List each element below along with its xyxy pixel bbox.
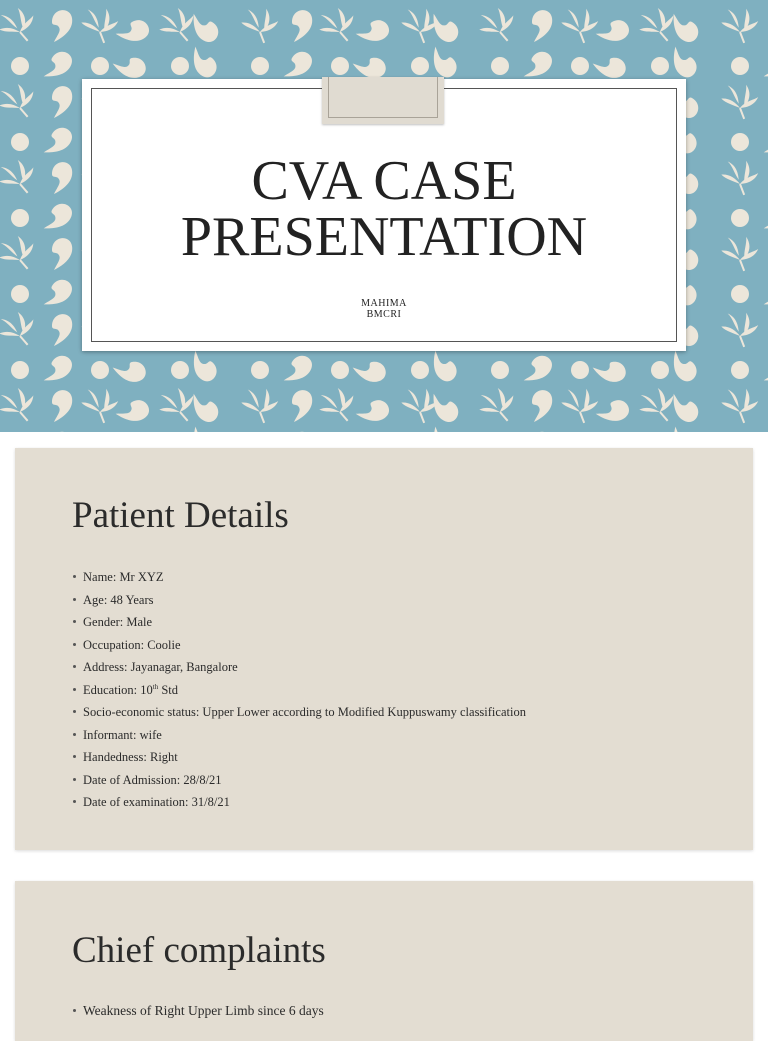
list-item-text: Education: 10	[83, 682, 153, 697]
list-item: Handedness: Right	[72, 748, 526, 771]
list-item: Gender: Male	[72, 613, 526, 636]
list-item: Occupation: Coolie	[72, 636, 526, 659]
list-item: Socio-economic status: Upper Lower according to Modified Kuppuswamy classification	[72, 703, 526, 726]
title-card-tab	[322, 77, 444, 124]
slide-heading: Patient Details	[72, 495, 289, 536]
list-item: Date of Admission: 28/8/21	[72, 771, 526, 794]
presentation-subtitle	[82, 298, 686, 320]
list-item: Date of examination: 31/8/21	[72, 793, 526, 816]
chief-complaints-list	[72, 1002, 324, 1025]
institution-name: BMCRI	[366, 309, 402, 320]
title-card	[82, 79, 686, 351]
title-slide	[0, 0, 768, 432]
presentation-title	[82, 150, 686, 268]
ordinal-suffix: th	[152, 682, 159, 691]
list-item-text: Std	[158, 682, 179, 697]
patient-details-slide	[15, 448, 753, 850]
title-line-1: CVA CASE	[251, 150, 517, 212]
slide-heading: Chief complaints	[72, 930, 326, 971]
list-item: Age: 48 Years	[72, 591, 526, 614]
title-line-2: PRESENTATION	[180, 206, 588, 268]
patient-details-list	[72, 568, 526, 816]
author-name: MAHIMA	[361, 298, 407, 309]
chief-complaints-slide	[15, 881, 753, 1041]
list-item	[72, 681, 526, 704]
list-item: Name: Mr XYZ	[72, 568, 526, 591]
list-item: Address: Jayanagar, Bangalore	[72, 658, 526, 681]
list-item: Weakness of Right Upper Limb since 6 days	[72, 1002, 324, 1025]
list-item: Informant: wife	[72, 726, 526, 749]
